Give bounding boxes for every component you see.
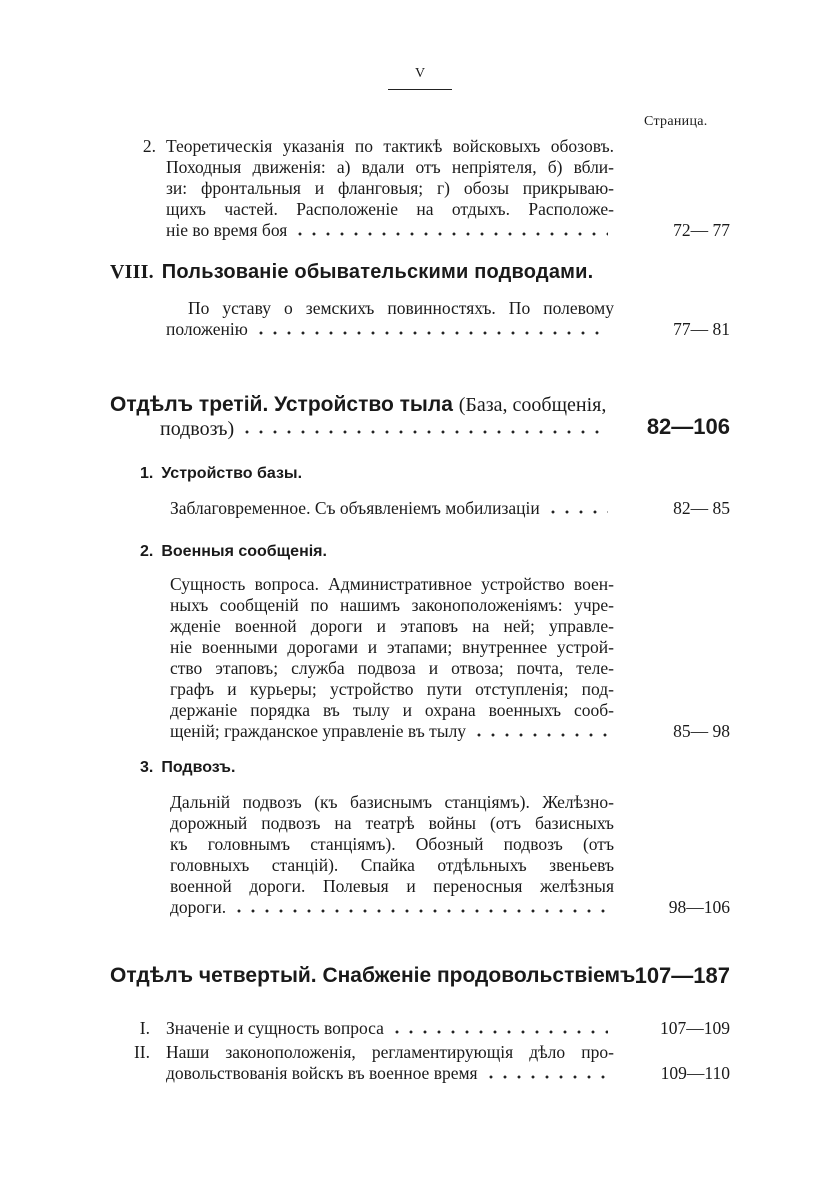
entry-number: I. (139, 1018, 150, 1038)
subsection-number: 3. (140, 759, 154, 776)
text-line: военной дороги. Полевыя и переносныя желѣзныя (170, 876, 614, 896)
dot-leader (484, 1072, 608, 1082)
dot-leader (254, 328, 608, 338)
text-line: Наши законоположенія, регламентирующія дѣло про- (166, 1042, 614, 1062)
department-subtitle-end: подвозъ) (160, 418, 235, 440)
text-line: зи: фронтальныя и фланговыя; г) обозы прикрываю- (166, 178, 614, 198)
page-number-rule (388, 89, 452, 90)
text-line: Походныя движенія: а) вдали отъ непріятеля, б) вбли- (166, 157, 614, 177)
text-line-leader (170, 721, 614, 742)
department-page-range: 107—187 (634, 963, 730, 988)
entry-number: 2. (142, 136, 156, 156)
section-number: VIII. (110, 261, 154, 283)
text-line: Теоретическія указанія по тактикѣ войсковыхъ обозовъ. (166, 136, 614, 156)
subsection-heading (140, 758, 235, 778)
page-range: 85— 98 (673, 721, 730, 741)
entry-2-text (166, 136, 614, 241)
text-line-end: дороги. (170, 897, 227, 917)
department-3-heading (110, 392, 606, 418)
text-line-end: положенію (166, 319, 248, 339)
text-line: къ головнымъ станціямъ). Обозный подвозъ (отъ (170, 834, 614, 854)
text-line-end: щеній; гражданское управленіе въ тылу (170, 721, 467, 741)
text-line: Дальній подвозъ (къ базиснымъ станціямъ). Желѣзно- (170, 792, 614, 812)
text-line-leader (160, 416, 614, 442)
page-range: 82— 85 (673, 498, 730, 518)
text-line-leader (166, 319, 614, 340)
subsection-number: 1. (140, 465, 154, 482)
entry-ii-text (166, 1042, 614, 1084)
department-title: Отдѣлъ четвертый. Снабженіе продовольствіемъ (110, 964, 636, 987)
text-line: жденіе военной дороги и этаповъ на ней; управле- (170, 616, 614, 636)
department-subtitle: (База, сообщенія, (458, 394, 607, 416)
subsection-title: Подвозъ. (161, 759, 236, 776)
text-line: ніе военными дорогами и этапами; внутреннее устрой- (170, 637, 614, 657)
text-line-leader (170, 897, 614, 918)
text-line-end: Заблаговременное. Съ объявленіемъ мобилизаціи (170, 498, 540, 518)
section-viii-text (166, 298, 614, 340)
page-number: V (414, 66, 426, 81)
text-line-leader (170, 498, 614, 519)
subsection-heading (140, 464, 302, 484)
text-line: держаніе порядка въ тылу и охрана военныхъ сооб- (170, 700, 614, 720)
subsection-title: Военныя сообщенія. (161, 543, 327, 560)
text-line: ство этаповъ; служба подвоза и отвоза; почта, теле- (170, 658, 614, 678)
text-line: По уставу о земскихъ повинностяхъ. По полевому (188, 298, 614, 318)
entry-i-text (166, 1018, 614, 1039)
subsection-title: Устройство базы. (161, 465, 303, 482)
text-line-end: довольствованія войскъ въ военное время (166, 1063, 478, 1083)
dot-leader (390, 1027, 608, 1037)
page-range: 77— 81 (673, 319, 730, 339)
section-title: Пользованіе обывательскими подводами. (161, 261, 594, 283)
dot-leader (472, 730, 608, 740)
text-line: щихъ частей. Расположеніе на отдыхъ. Расположе- (166, 199, 614, 219)
department-title: Отдѣлъ третій. Устройство тыла (110, 393, 453, 416)
subsection-1-text (170, 498, 614, 519)
subsection-number: 2. (140, 543, 154, 560)
page-range: 109—110 (660, 1063, 730, 1083)
text-line: головныхъ станцій). Спайка отдѣльныхъ звеньевъ (170, 855, 614, 875)
page-range: 98—106 (668, 897, 730, 917)
page-range: 72— 77 (673, 220, 730, 240)
text-line: графъ и курьеры; устройство пути отступленія; под- (170, 679, 614, 699)
page-range: 107—109 (660, 1018, 730, 1038)
department-page-range: 82—106 (646, 414, 730, 439)
subsection-heading (140, 542, 327, 562)
text-line: дорожный подвозъ на театрѣ войны (отъ базисныхъ (170, 813, 614, 833)
text-line-end: Значеніе и сущность вопроса (166, 1018, 384, 1038)
department-3-heading-line2 (160, 416, 614, 442)
subsection-2-text (170, 574, 614, 742)
text-line: ныхъ сообщеній по нашимъ законоположеніямъ: учре- (170, 595, 614, 615)
subsection-3-text (170, 792, 614, 918)
text-line-end: ніе во время боя (166, 220, 288, 240)
department-4-heading (110, 962, 636, 990)
text-line: Сущность вопроса. Административное устройство воен- (170, 574, 614, 594)
entry-number: II. (133, 1042, 150, 1062)
column-header-pages: Страница. (644, 114, 708, 129)
dot-leader (232, 906, 608, 916)
text-line-leader (166, 1063, 614, 1084)
text-line-leader (166, 220, 614, 241)
text-line-leader (110, 962, 636, 990)
section-heading-viii (110, 260, 630, 284)
dot-leader (546, 507, 608, 517)
text-line-leader (166, 1018, 614, 1039)
dot-leader (240, 427, 608, 437)
dot-leader (293, 229, 608, 239)
